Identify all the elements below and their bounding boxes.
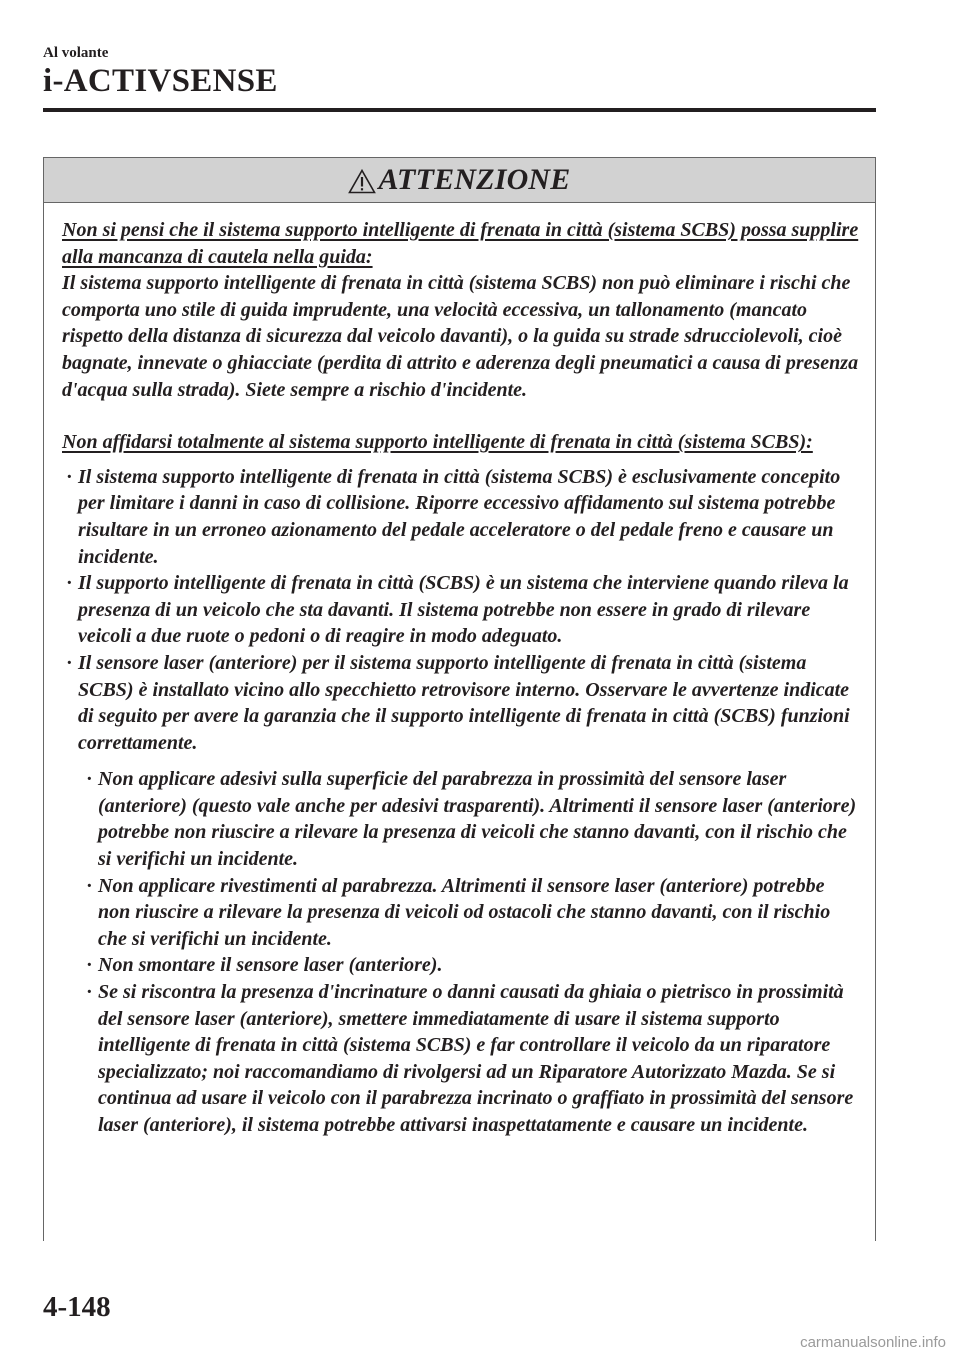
- list-item: [66, 650, 861, 1139]
- list-item: [66, 570, 861, 650]
- sub-list-item-text: Se si riscontra la presenza d'incrinature o danni causati da ghiaia o pietrisco in prossimità del sensore laser (anteriore), smettere immediatamente di usare il sistema supporto intelligente di frenata in città (sistema SCBS) e far controllare il veicolo da un riparatore specializzato; noi raccomandiamo di rivolgersi ad un Riparatore Autorizzato Mazda. Se si continua ad usare il veicolo con il parabrezza incrinato o graffiato in prossimità del sensore laser (anteriore), il sistema potrebbe attivarsi inaspettatamente e causare un incidente.: [98, 981, 854, 1136]
- warning-heading-1: Non si pensi che il sistema supporto intelligente di frenata in città (sistema SCBS) possa supplire alla mancanza di cautela nella guida:: [62, 219, 859, 268]
- bullet-glyph: ·: [86, 981, 93, 1004]
- bullet-glyph: ·: [86, 954, 93, 977]
- bullet-glyph: ·: [66, 572, 73, 595]
- bullet-glyph: ·: [86, 768, 93, 791]
- sub-list-item: [86, 979, 861, 1139]
- warning-paragraph-1: Il sistema supporto intelligente di frenata in città (sistema SCBS) non può eliminare i rischi che comporta uno stile di guida imprudente, una velocità eccessiva, un tallonamento (mancato rispetto della distanza di sicurezza dal veicolo davanti), o la guida su strade sdrucciolevoli, cioè bagnate, innevate o ghiacciate (perdita di attrito e aderenza degli pneumatici a causa di presenza d'acqua sulla strada). Siete sempre a rischio d'incidente.: [62, 272, 859, 401]
- page-number: 4-148: [43, 1291, 111, 1323]
- sub-list-item: [86, 873, 861, 953]
- sub-bullet-list: [78, 766, 861, 1138]
- bullet-glyph: ·: [66, 651, 73, 674]
- warning-header: [44, 158, 875, 203]
- sub-list-item: [86, 766, 861, 872]
- bullet-list: [62, 464, 861, 1139]
- warning-heading-2: Non affidarsi totalmente al sistema supporto intelligente di frenata in città (sistema SCBS):: [62, 431, 813, 454]
- warning-body: [44, 203, 875, 1139]
- list-item-text: Il supporto intelligente di frenata in città (SCBS) è un sistema che interviene quando rileva la presenza di un veicolo che sta davanti. Il sistema potrebbe non essere in grado di rilevare veicoli a due ruote o pedoni o di reagire in modo adeguato.: [78, 572, 849, 648]
- bullet-glyph: ·: [86, 874, 93, 897]
- warning-box: [43, 157, 876, 1241]
- warning-triangle-icon: [348, 169, 376, 194]
- list-item: [66, 464, 861, 570]
- page-title: i-ACTIVSENSE: [43, 63, 278, 99]
- list-item-text: Il sistema supporto intelligente di frenata in città (sistema SCBS) è esclusivamente concepito per limitare i danni in caso di collisione. Riporre eccessivo affidamento sul sistema potrebbe risultare in un erroneo azionamento del pedale acceleratore o del pedale freno e causare un incidente.: [78, 465, 841, 568]
- paragraph-gap: [62, 403, 861, 429]
- sub-list-item: [86, 952, 861, 979]
- list-item-text: Il sensore laser (anteriore) per il sistema supporto intelligente di frenata in città (sistema SCBS) è installato vicino allo specchietto retrovisore interno. Osservare le avvertenze indicate di seguito per avere la garanzia che il supporto intelligente di frenata in città (SCBS) funzioni correttamente.: [78, 651, 850, 754]
- header-divider: [43, 108, 876, 112]
- watermark: carmanualsonline.info: [800, 1334, 946, 1351]
- warning-title: ATTENZIONE: [378, 163, 571, 196]
- bullet-glyph: ·: [66, 465, 73, 488]
- section-label: Al volante: [43, 45, 109, 61]
- sub-list-item-text: Non smontare il sensore laser (anteriore).: [98, 954, 443, 977]
- sub-list-item-text: Non applicare adesivi sulla superficie del parabrezza in prossimità del sensore laser (anteriore) (questo vale anche per adesivi trasparenti). Altrimenti il sensore laser (anteriore) potrebbe non riuscire a rilevare la presenza di veicoli che stanno davanti, con il rischio che si verifichi un incidente.: [98, 768, 857, 871]
- sub-list-item-text: Non applicare rivestimenti al parabrezza. Altrimenti il sensore laser (anteriore) potrebbe non riuscire a rilevare la presenza di veicoli od ostacoli che stanno davanti, con il rischio che si verifichi un incidente.: [98, 874, 831, 950]
